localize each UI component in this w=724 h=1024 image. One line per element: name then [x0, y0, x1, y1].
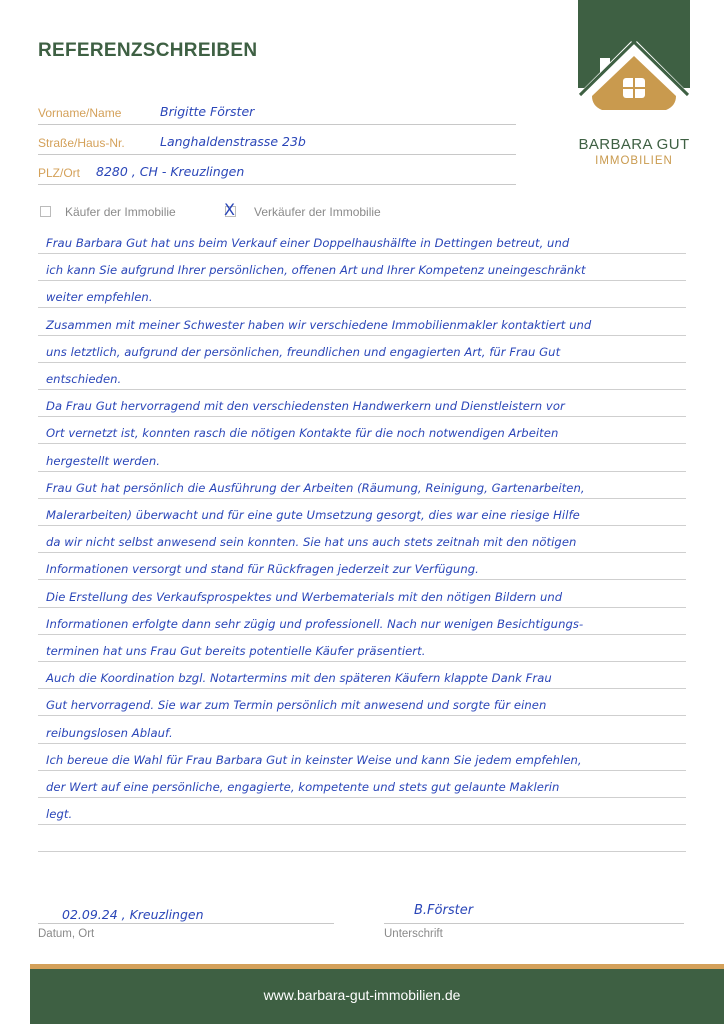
text-line: weiter empfehlen. — [46, 290, 153, 305]
text-line: uns letztlich, aufgrund der persönlichen, freundlichen und engagierten Art, für Frau Gut — [46, 344, 561, 359]
signature-value: B.Förster — [414, 903, 474, 918]
ruled-line — [38, 307, 686, 308]
text-line: Malerarbeiten) überwacht und für eine gute Umsetzung gesorgt, dies war eine riesige Hilfe — [46, 508, 580, 522]
text-line: Gut hervorragend. Sie war zum Termin persönlich mit anwesend und sorgte für einen — [46, 698, 547, 713]
name-value: Brigitte Förster — [160, 104, 255, 119]
ruled-line — [38, 824, 686, 825]
seller-check-mark: X — [224, 200, 235, 219]
text-line: hergestellt werden. — [46, 453, 160, 468]
city-underline — [38, 184, 516, 185]
street-label: Straße/Haus-Nr. — [38, 136, 125, 150]
signature-label: Unterschrift — [384, 928, 443, 940]
city-value: 8280 , CH - Kreuzlingen — [96, 164, 245, 179]
text-line: ich kann Sie aufgrund Ihrer persönlichen, offenen Art und Ihrer Kompetenz uneingeschränkt — [46, 263, 586, 278]
ruled-line — [38, 525, 686, 526]
ruled-line — [38, 280, 686, 281]
buyer-checkbox[interactable] — [40, 206, 51, 217]
name-label: Vorname/Name — [38, 106, 122, 120]
ruled-line — [38, 253, 686, 254]
date-place-line — [38, 923, 334, 924]
street-value: Langhaldenstrasse 23b — [160, 134, 306, 149]
ruled-line — [38, 715, 686, 716]
text-line: entschieden. — [46, 372, 122, 386]
brand-subtitle: IMMOBILIEN — [595, 155, 673, 167]
text-line: terminen hat uns Frau Gut bereits potentielle Käufer präsentiert. — [46, 644, 426, 658]
text-line: Ich bereue die Wahl für Frau Barbara Gut in keinster Weise und kann Sie jedem empfehlen, — [46, 752, 582, 767]
signature-line — [384, 923, 684, 924]
ruled-line — [38, 362, 686, 363]
house-icon — [578, 38, 690, 124]
website-link[interactable]: www.barbara-gut-immobilien.de — [263, 987, 461, 1003]
text-line: Zusammen mit meiner Schwester haben wir verschiedene Immobilienmakler kontaktiert und — [46, 317, 592, 332]
text-line: da wir nicht selbst anwesend sein konnten. Sie hat uns auch stets zeitnah mit den nötigen — [46, 535, 577, 550]
buyer-label: Käufer der Immobilie — [65, 205, 176, 219]
text-line: Ort vernetzt ist, konnten rasch die nötigen Kontakte für die noch notwendigen Arbeiten — [46, 426, 559, 441]
seller-label: Verkäufer der Immobilie — [254, 205, 381, 219]
text-line: Auch die Koordination bzgl. Notartermins mit den späteren Käufern klappte Dank Frau — [46, 671, 552, 686]
ruled-line — [38, 335, 686, 336]
text-line: reibungslosen Ablauf. — [46, 725, 173, 740]
text-line: Informationen erfolgte dann sehr zügig und professionell. Nach nur wenigen Besichtigungs- — [46, 616, 584, 631]
page-title: REFERENZSCHREIBEN — [38, 40, 258, 61]
text-line: Informationen versorgt und stand für Rückfragen jederzeit zur Verfügung. — [46, 562, 479, 577]
ruled-line — [38, 471, 686, 472]
brand-name: BARBARA GUT — [578, 136, 690, 153]
ruled-line — [38, 607, 686, 608]
ruled-line — [38, 579, 686, 580]
ruled-line — [38, 634, 686, 635]
text-line: Die Erstellung des Verkaufsprospektes und Werbematerials mit den nötigen Bildern und — [46, 589, 563, 604]
ruled-line — [38, 851, 686, 852]
text-line: Frau Barbara Gut hat uns beim Verkauf einer Doppelhaushälfte in Dettingen betreut, und — [46, 236, 570, 250]
city-label: PLZ/Ort — [38, 166, 81, 180]
date-place-value: 02.09.24 , Kreuzlingen — [62, 907, 204, 922]
ruled-line — [38, 552, 686, 553]
text-line: Frau Gut hat persönlich die Ausführung der Arbeiten (Räumung, Reinigung, Gartenarbeiten, — [46, 480, 585, 495]
ruled-line — [38, 443, 686, 444]
ruled-line — [38, 416, 686, 417]
ruled-line — [38, 688, 686, 689]
ruled-line — [38, 770, 686, 771]
ruled-line — [38, 389, 686, 390]
ruled-line — [38, 498, 686, 499]
ruled-line — [38, 743, 686, 744]
text-line: legt. — [46, 807, 73, 822]
ruled-line — [38, 797, 686, 798]
text-line: der Wert auf eine persönliche, engagierte, kompetente und stets gut gelaunte Maklerin — [46, 780, 560, 794]
date-place-label: Datum, Ort — [38, 928, 95, 940]
ruled-line — [38, 661, 686, 662]
name-underline — [38, 124, 516, 125]
street-underline — [38, 154, 516, 155]
text-line: Da Frau Gut hervorragend mit den verschiedensten Handwerkern und Dienstleistern vor — [46, 399, 565, 414]
